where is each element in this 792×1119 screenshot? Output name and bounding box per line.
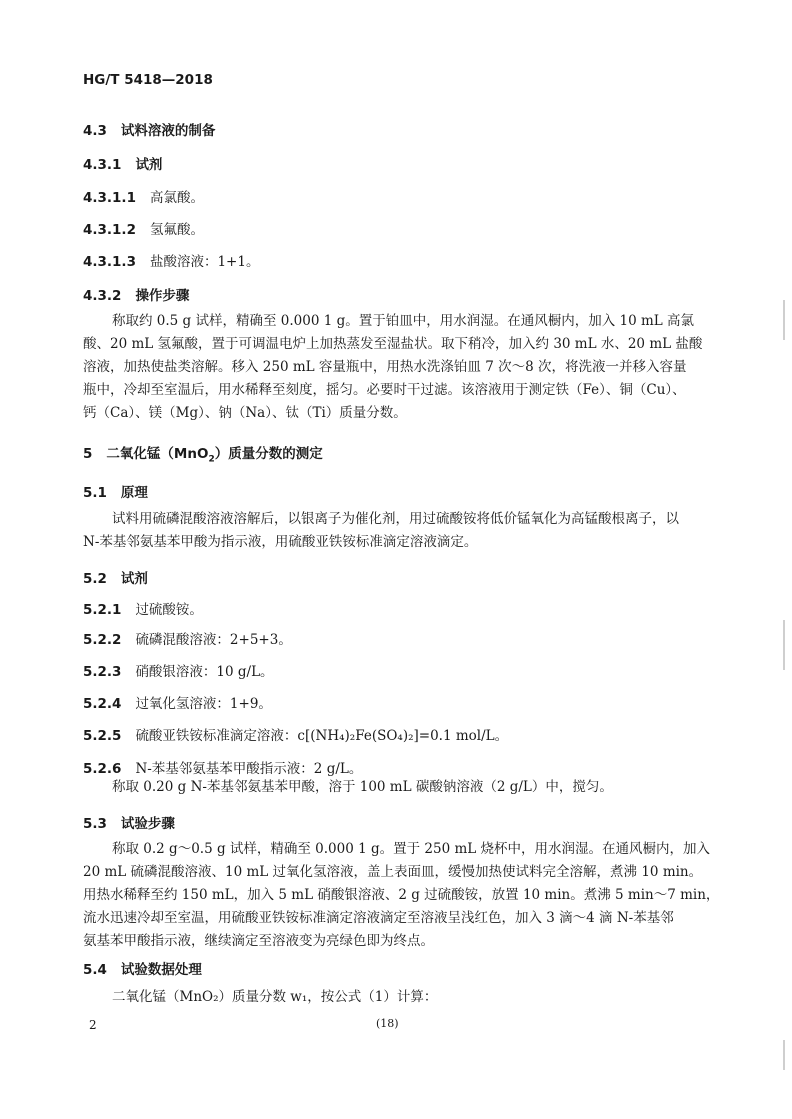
section-title: 试料溶液的制备: [120, 123, 216, 139]
procedure-paragraph-4-3-2: [83, 310, 713, 425]
section-title: 试验数据处理: [120, 962, 202, 978]
item-5-2-6: [83, 757, 362, 777]
section-title: 试剂: [135, 157, 163, 173]
section-title: 试剂: [120, 571, 148, 587]
item-text: 高氯酸。: [149, 190, 204, 206]
title-part: 二氧化锰（MnO: [106, 446, 209, 462]
item-5-2-5: [83, 724, 508, 744]
item-text: 硫磷混酸溶液：2+5+3。: [135, 632, 292, 648]
paragraph-line: 用热水稀释至约 150 mL，加入 5 mL 硝酸银溶液、2 g 过硫酸铵，放置 10 min。煮沸 5 min～7 min，: [83, 887, 720, 903]
item-number: 5.2.5: [83, 728, 122, 744]
paragraph-line: 称取约 0.5 g 试样，精确至 0.000 1 g。置于铂皿中，用水润湿。在通风橱内，加入 10 mL 高氯: [112, 313, 695, 329]
section-number: 4.3.2: [83, 288, 122, 304]
paragraph-line: N-苯基邻氨基苯甲酸为指示液，用硫酸亚铁铵标准滴定溶液滴定。: [83, 534, 478, 550]
section-title: 原理: [120, 485, 148, 501]
indicator-preparation-text: [83, 776, 713, 799]
item-number: 5.2.3: [83, 664, 122, 680]
paragraph-line: 瓶中，冷却至室温后，用水稀释至刻度，摇匀。必要时干过滤。该溶液用于测定铁（Fe）、铜（Cu）、: [83, 382, 686, 398]
section-5-heading: [83, 442, 323, 465]
section-number: 4.3.1: [83, 157, 122, 173]
item-number: 4.3.1.3: [83, 254, 136, 270]
item-text: 硫酸亚铁铵标准滴定溶液：c[(NH₄)₂Fe(SO₄)₂]=0.1 mol/L。: [135, 728, 509, 744]
section-5-4-heading: [83, 958, 202, 978]
title-subscript: 2: [208, 454, 215, 465]
scan-edge-mark: [783, 620, 785, 670]
section-title: [106, 446, 323, 465]
section-4-3-1-heading: [83, 153, 162, 173]
section-5-3-heading: [83, 812, 175, 832]
item-number: 4.3.1.1: [83, 190, 136, 206]
paragraph-line: 溶液，加热使盐类溶解。移入 250 mL 容量瓶中，用热水洗涤铂皿 7 次～8 次，将洗液一并移入容量: [83, 359, 687, 375]
sheet-number: (18): [376, 1017, 399, 1030]
paragraph-line: 二氧化锰（MnO₂）质量分数 w₁，按公式（1）计算：: [112, 989, 438, 1005]
section-number: 5.3: [83, 816, 107, 832]
scan-edge-mark: [783, 300, 785, 340]
scan-edge-mark: [783, 1040, 785, 1070]
item-text: 氢氟酸。: [149, 222, 204, 238]
paragraph-line: 称取 0.20 g N-苯基邻氨基苯甲酸，溶于 100 mL 碳酸钠溶液（2 g/L）中，搅匀。: [112, 779, 613, 795]
item-5-2-1: [83, 598, 203, 618]
paragraph-line: 试料用硫磷混酸溶液溶解后，以银离子为催化剂，用过硫酸铵将低价锰氧化为高锰酸根离子，以: [112, 511, 679, 527]
title-part: ）质量分数的测定: [214, 446, 323, 462]
paragraph-line: 流水迅速冷却至室温，用硫酸亚铁铵标准滴定溶液滴定至溶液呈浅红色，加入 3 滴～4 滴 N-苯基邻: [83, 910, 674, 926]
paragraph-line: 20 mL 硫磷混酸溶液、10 mL 过氧化氢溶液，盖上表面皿，缓慢加热使试料完全溶解，煮沸 10 min。: [83, 864, 703, 880]
standard-code: HG/T 5418—2018: [83, 72, 213, 88]
item-text: 盐酸溶液：1+1。: [149, 254, 260, 270]
section-5-2-heading: [83, 567, 148, 587]
item-4-3-1-2: [83, 218, 204, 238]
calculation-intro-text: [83, 986, 713, 1009]
section-title: 试验步骤: [120, 816, 175, 832]
item-number: 5.2.6: [83, 761, 122, 777]
paragraph-line: 称取 0.2 g～0.5 g 试样，精确至 0.000 1 g。置于 250 mL 烧杯中，用水润湿。在通风橱内，加入: [112, 841, 711, 857]
item-number: 5.2.4: [83, 696, 122, 712]
page-number: 2: [89, 1018, 97, 1032]
section-number: 5.4: [83, 962, 107, 978]
item-5-2-3: [83, 660, 274, 680]
item-number: 5.2.1: [83, 602, 122, 618]
paragraph-line: 钙（Ca）、镁（Mg）、钠（Na）、钛（Ti）质量分数。: [83, 405, 407, 421]
section-4-3-heading: [83, 119, 215, 139]
item-number: 5.2.2: [83, 632, 122, 648]
section-number: 5: [83, 446, 93, 462]
item-4-3-1-3: [83, 250, 259, 270]
procedure-paragraph-5-3: [83, 838, 720, 953]
section-4-3-2-heading: [83, 284, 189, 304]
item-text: 过硫酸铵。: [135, 602, 203, 618]
item-text: 硝酸银溶液：10 g/L。: [135, 664, 274, 680]
principle-paragraph-5-1: [83, 508, 713, 554]
item-text: 过氧化氢溶液：1+9。: [135, 696, 272, 712]
item-4-3-1-1: [83, 186, 204, 206]
section-number: 5.1: [83, 485, 107, 501]
paragraph-line: 氨基苯甲酸指示液，继续滴定至溶液变为亮绿色即为终点。: [83, 933, 434, 949]
item-number: 4.3.1.2: [83, 222, 136, 238]
section-number: 5.2: [83, 571, 107, 587]
item-text: N-苯基邻氨基苯甲酸指示液：2 g/L。: [135, 761, 363, 777]
section-number: 4.3: [83, 123, 107, 139]
item-5-2-4: [83, 692, 272, 712]
paragraph-line: 酸、20 mL 氢氟酸，置于可调温电炉上加热蒸发至湿盐状。取下稍冷，加入约 30 mL 水、20 mL 盐酸: [83, 336, 703, 352]
item-5-2-2: [83, 628, 292, 648]
section-title: 操作步骤: [135, 288, 190, 304]
section-5-1-heading: [83, 481, 148, 501]
